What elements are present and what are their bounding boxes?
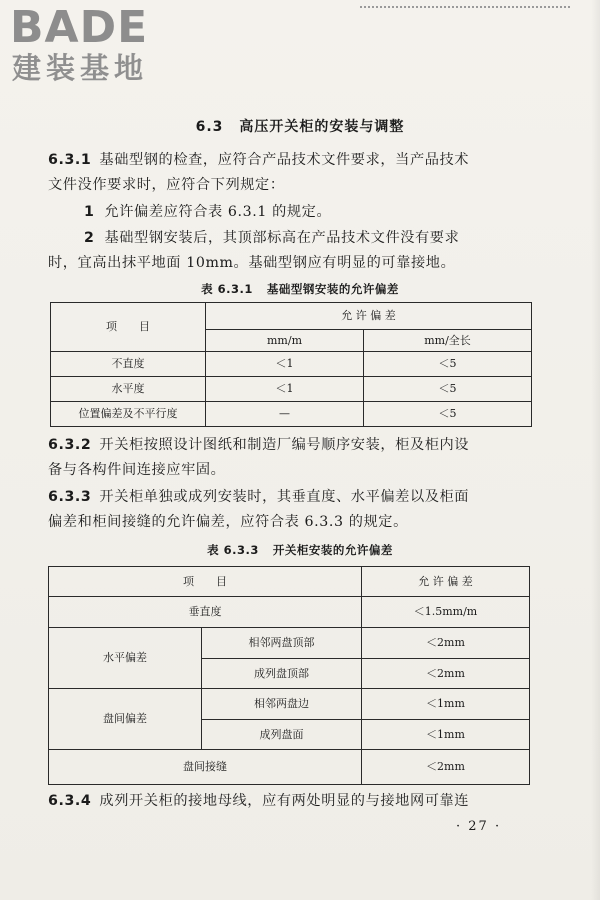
clause-6-3-3-line2: 偏差和柜间接缝的允许偏差，应符合表 6.3.3 的规定。 (48, 514, 408, 530)
table-row (51, 352, 532, 377)
caption-title: 开关柜安装的允许偏差 (272, 543, 393, 557)
clause-6-3-4 (48, 789, 528, 814)
row-full: ＜5 (364, 352, 532, 377)
section-title: 高压开关柜的安装与调整 (239, 119, 405, 135)
table-row (49, 628, 530, 659)
row-full: ＜5 (364, 377, 532, 402)
group-label-panel: 盘间偏差 (49, 689, 202, 750)
clause-6-3-3 (48, 485, 528, 535)
header-tolerance: 允 许 偏 差 (362, 567, 530, 597)
item-number: 1 (84, 204, 95, 220)
page-edge-shadow (591, 0, 600, 900)
section-number: 6.3 (195, 119, 224, 135)
item2-line1 (48, 226, 528, 251)
row-item: 盘间接缝 (49, 750, 362, 785)
table-6-3-1 (50, 302, 532, 427)
clause-text: 开关柜单独或成列安装时，其垂直度、水平偏差以及柜面 (99, 489, 470, 505)
item2-line2: 时，宜高出抹平地面 10mm。基础型钢应有明显的可靠接地。 (48, 255, 456, 271)
clause-text: 开关柜按照设计图纸和制造厂编号顺序安装，柜及柜内设 (99, 437, 470, 453)
row-value: ＜1mm (362, 720, 530, 750)
row-per-m: — (206, 402, 364, 427)
clause-text: 成列开关柜的接地母线，应有两处明显的与接地网可靠连 (99, 793, 470, 809)
clause-number: 6.3.4 (48, 793, 92, 809)
table-row (49, 750, 530, 785)
header-item: 项 目 (51, 303, 206, 352)
row-item: 水平度 (51, 377, 206, 402)
clause-6-3-4-line1 (48, 789, 528, 814)
caption-title: 基础型钢安装的允许偏差 (266, 282, 399, 296)
clause-text: 基础型钢的检查，应符合产品技术文件要求，当产品技术 (99, 152, 470, 168)
bade-logo (10, 4, 180, 86)
clause-number: 6.3.3 (48, 489, 92, 505)
row-item: 相邻两盘顶部 (202, 628, 362, 659)
page-number: · 27 · (456, 819, 502, 834)
clause-6-3-2 (48, 433, 528, 483)
header-tolerance: 允 许 偏 差 (206, 303, 532, 330)
clause-6-3-1 (48, 148, 528, 198)
clause-6-3-1-item2 (48, 226, 528, 276)
clause-number: 6.3.2 (48, 437, 92, 453)
table-header-row (49, 567, 530, 597)
table-6-3-1-caption (0, 281, 600, 297)
subheader-per-m: mm/m (206, 330, 364, 352)
caption-number: 表 6.3.1 (201, 282, 253, 296)
row-item: 成列盘面 (202, 720, 362, 750)
table-6-3-3-caption (0, 542, 600, 558)
row-value: ＜2mm (362, 659, 530, 689)
table-row (49, 689, 530, 720)
caption-number: 表 6.3.3 (207, 543, 259, 557)
row-item: 成列盘顶部 (202, 659, 362, 689)
table-row (49, 597, 530, 628)
row-per-m: ＜1 (206, 352, 364, 377)
logo-subtitle: 建装基地 (12, 51, 149, 85)
header-item: 项 目 (49, 567, 362, 597)
clause-6-3-3-line1 (48, 485, 528, 510)
top-edge-marks (360, 0, 570, 8)
row-full: ＜5 (364, 402, 532, 427)
clause-6-3-1-item1 (48, 200, 528, 225)
row-value: ＜2mm (362, 628, 530, 659)
row-item: 相邻两盘边 (202, 689, 362, 720)
clause-6-3-1-line1 (48, 148, 528, 173)
item-text: 允许偏差应符合表 6.3.1 的规定。 (104, 204, 332, 220)
table-6-3-3 (48, 566, 530, 785)
clause-6-3-1-line2: 文件没作要求时，应符合下列规定： (48, 177, 285, 193)
table-row (51, 377, 532, 402)
table-row (51, 402, 532, 427)
row-value: ＜1.5mm/m (362, 597, 530, 628)
clause-number: 6.3.1 (48, 152, 92, 168)
item-number: 2 (84, 230, 95, 246)
clause-6-3-2-line2: 备与各构件间连接应牢固。 (48, 462, 226, 478)
table-header-row (51, 303, 532, 330)
group-label-horizontal: 水平偏差 (49, 628, 202, 689)
row-item: 垂直度 (49, 597, 362, 628)
row-item: 位置偏差及不平行度 (51, 402, 206, 427)
clause-6-3-2-line1 (48, 433, 528, 458)
logo-brand: BADE (10, 2, 149, 53)
row-per-m: ＜1 (206, 377, 364, 402)
row-value: ＜1mm (362, 689, 530, 720)
subheader-full-length: mm/全长 (364, 330, 532, 352)
item-text: 基础型钢安装后，其顶部标高在产品技术文件没有要求 (104, 230, 460, 246)
section-heading (0, 116, 600, 136)
row-item: 不直度 (51, 352, 206, 377)
row-value: ＜2mm (362, 750, 530, 785)
